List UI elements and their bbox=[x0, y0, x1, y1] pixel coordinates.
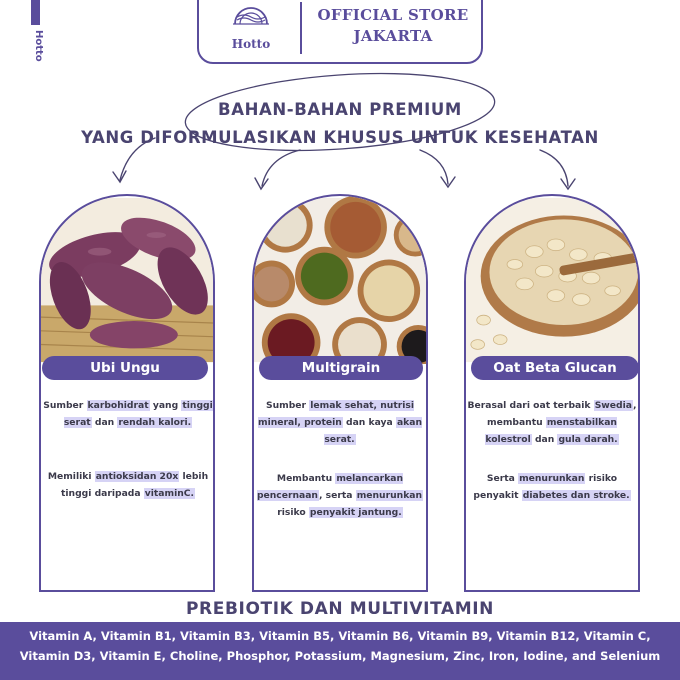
arrow-center-right-icon bbox=[420, 150, 448, 184]
card-title-multigrain: Multigrain bbox=[259, 356, 423, 380]
card-desc-1-oat-beta-glucan: Berasal dari oat terbaik Swedia, membantu menstabilkan kolestrol dan gula darah. bbox=[467, 400, 637, 445]
side-brand-label: Hotto bbox=[33, 30, 44, 62]
card-desc-2-ubi-ungu: Memiliki antioksidan 20x lebih tinggi daripada vitaminC. bbox=[47, 471, 209, 499]
headline-decoration bbox=[0, 0, 680, 200]
card-multigrain bbox=[252, 194, 428, 592]
hotto-logo-text: Hotto bbox=[231, 37, 271, 51]
arrow-right-icon bbox=[540, 150, 568, 186]
vitamin-list-line-2: Vitamin D3, Vitamin E, Choline, Phosphor, Potassium, Magnesium, Zinc, Iron, Iodine, and Selenium bbox=[19, 649, 661, 663]
prebiotik-title: PREBIOTIK DAN MULTIVITAMIN bbox=[186, 599, 494, 619]
card-oat-beta-glucan bbox=[464, 194, 640, 592]
card-title-ubi-ungu: Ubi Ungu bbox=[42, 356, 208, 380]
purple-sweet-potato-photo bbox=[41, 196, 213, 364]
store-label: OFFICIAL STORE bbox=[317, 6, 469, 24]
card-desc-2-oat-beta-glucan: Serta menurunkan risiko penyakit diabetes dan stroke. bbox=[473, 473, 630, 501]
multigrain-bowls-photo bbox=[254, 196, 426, 364]
vitamin-list-line-1: Vitamin A, Vitamin B1, Vitamin B3, Vitamin B5, Vitamin B6, Vitamin B9, Vitamin B12, Vitamin C, bbox=[29, 629, 651, 643]
card-desc-2-multigrain: Membantu melancarkan pencernaan, serta menurunkan risiko penyakit jantung. bbox=[256, 473, 423, 518]
oat-flakes-photo bbox=[466, 196, 638, 364]
card-title-oat-beta-glucan: Oat Beta Glucan bbox=[471, 356, 639, 380]
store-city: JAKARTA bbox=[353, 27, 433, 45]
card-ubi-ungu bbox=[39, 194, 215, 592]
headline-line-2: YANG DIFORMULASIKAN KHUSUS UNTUK KESEHATAN bbox=[81, 128, 599, 147]
card-desc-1-ubi-ungu: Sumber karbohidrat yang tinggi serat dan rendah kalori. bbox=[43, 400, 213, 428]
vitamin-list-bar bbox=[0, 622, 680, 680]
headline-line-1: BAHAN-BAHAN PREMIUM bbox=[218, 100, 462, 119]
card-desc-1-multigrain: Sumber lemak sehat, nutrisi mineral, protein dan kaya akan serat. bbox=[258, 400, 422, 445]
headline-oval bbox=[183, 64, 497, 159]
